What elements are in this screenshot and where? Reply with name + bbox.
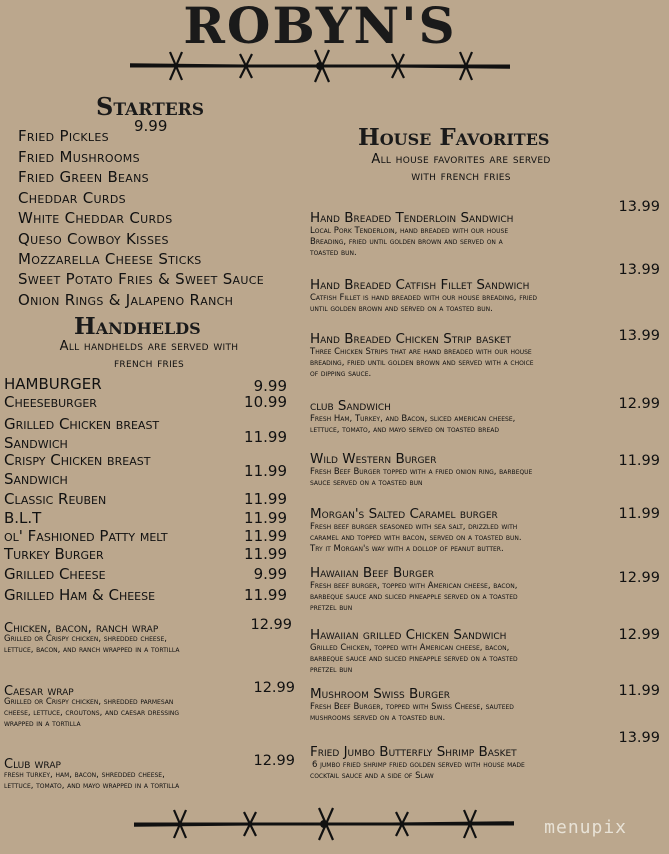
item-desc: Grilled or Crispy chicken, shredded parmesan	[4, 697, 174, 707]
item-name: Hand Breaded Tenderloin Sandwich	[310, 210, 514, 226]
starter-item: Queso Cowboy Kisses	[18, 230, 169, 248]
item-desc: Local Pork Tenderloin, hand breaded with our house	[310, 226, 509, 236]
item-desc: barbeque sauce and sliced pineapple served on a toasted	[310, 592, 518, 602]
item-price: 11.99	[618, 453, 660, 469]
item-desc: pretzel bun	[310, 665, 353, 675]
handheld-item	[4, 490, 287, 510]
handheld-item	[4, 545, 287, 565]
item-desc: Breading, fried until golden brown and served on a	[310, 237, 503, 247]
item-price: 11.99	[244, 490, 287, 508]
item-price: 11.99	[244, 527, 287, 545]
handheld-item	[4, 527, 287, 547]
house-item	[310, 328, 660, 380]
item-desc: fresh turkey, ham, bacon, shredded cheese,	[4, 770, 165, 780]
item-name: Grilled Cheese	[4, 565, 106, 583]
handhelds-subtitle	[20, 338, 278, 372]
item-name: Cheeseburger	[4, 393, 97, 411]
item-price: 11.99	[244, 545, 287, 563]
restaurant-title: ROBYN'S	[183, 0, 457, 55]
handheld-item	[4, 393, 287, 413]
starters-heading: Starters	[96, 92, 205, 121]
starter-item: Fried Mushrooms	[18, 148, 140, 166]
item-desc: Grilled or Crispy chicken, shredded cheese,	[4, 634, 167, 644]
item-name: Wild Western Burger	[310, 451, 437, 467]
item-desc: Grilled Chicken, topped with American cheese, bacon,	[310, 643, 510, 653]
item-name: Club wrap	[4, 757, 61, 772]
item-price: 10.99	[244, 393, 287, 411]
starter-item: White Cheddar Curds	[18, 209, 173, 227]
item-desc: cocktail sauce and a side of Slaw	[310, 771, 434, 781]
item-name: Mushroom Swiss Burger	[310, 686, 451, 702]
house-item	[310, 396, 660, 436]
starter-item: Onion Rings & Jalapeno Ranch	[18, 291, 234, 309]
house-item	[310, 683, 660, 724]
item-price: 12.99	[250, 617, 292, 633]
handheld-item	[4, 586, 287, 606]
item-desc: Fresh beef burger seasoned with sea salt, drizzled with	[310, 522, 518, 532]
item-desc: toasted bun.	[310, 248, 357, 258]
item-desc: Fresh Beef Burger, topped with Swiss Cheese, sauteed	[310, 702, 514, 712]
item-desc: Catfish Fillet is hand breaded with our house breading, fried	[310, 293, 538, 303]
item-desc: barbeque sauce and sliced pineapple served on a toasted	[310, 654, 518, 664]
item-name-line2: Sandwich	[4, 470, 68, 488]
item-name: Crispy Chicken breast	[4, 451, 151, 469]
house-favorites-heading: House Favorites	[358, 124, 550, 151]
item-price: 11.99	[244, 428, 287, 446]
house-item	[310, 627, 660, 676]
item-desc: caramel and topped with bacon, served on a toasted bun.	[310, 533, 522, 543]
item-price: 11.99	[244, 586, 287, 604]
handhelds-heading: Handhelds	[74, 313, 201, 340]
item-desc: Fresh beef burger, topped with American cheese, bacon,	[310, 581, 518, 591]
item-name: Hawaiian Beef Burger	[310, 565, 434, 581]
starter-item: Fried Pickles	[18, 127, 109, 145]
item-price: 12.99	[618, 627, 660, 643]
item-price: 13.99	[618, 199, 660, 215]
item-price: 11.99	[244, 462, 287, 480]
item-name: Fried Jumbo Butterfly Shrimp Basket	[310, 744, 517, 760]
item-price: 13.99	[618, 328, 660, 344]
item-name: Grilled Chicken breast	[4, 415, 160, 433]
item-name-line2: Sandwich	[4, 434, 68, 452]
item-name: Chicken, bacon, ranch wrap	[4, 621, 159, 636]
handheld-item	[4, 509, 287, 529]
item-name: club Sandwich	[310, 398, 391, 414]
item-desc: lettuce, tomato, and mayo wrapped in a tortilla	[4, 781, 180, 791]
house-item	[310, 565, 660, 614]
wrap-item	[4, 680, 294, 730]
starter-item: Mozzarella Cheese Sticks	[18, 250, 202, 268]
item-name: Caesar wrap	[4, 684, 74, 699]
item-price: 13.99	[618, 730, 660, 746]
item-name: Morgan's Salted Caramel burger	[310, 506, 498, 522]
handhelds-subtitle-line1: All handhelds are served with	[59, 339, 239, 354]
item-name: B.L.T	[4, 509, 42, 527]
house-item	[310, 451, 660, 489]
item-desc: until golden brown and served on a toasted bun.	[310, 304, 493, 314]
house-item	[310, 730, 660, 782]
handheld-item	[4, 451, 287, 489]
item-desc: of dipping sauce.	[310, 369, 372, 379]
item-desc: mushrooms served on a toasted bun.	[310, 713, 446, 723]
item-desc: wrapped in a tortilla	[4, 719, 81, 729]
item-desc: Three Chicken Strips that are hand breaded with our house	[310, 347, 532, 357]
item-price: 12.99	[253, 680, 295, 696]
starter-item: Sweet Potato Fries & Sweet Sauce	[18, 270, 264, 288]
item-price: 12.99	[618, 396, 660, 412]
house-item	[310, 262, 660, 315]
starter-item: Fried Green Beans	[18, 168, 149, 186]
item-price: 11.99	[244, 509, 287, 527]
barbed-wire-bottom	[134, 804, 514, 844]
item-desc: lettuce, bacon, and ranch wrapped in a tortilla	[4, 645, 180, 655]
item-price: 9.99	[253, 377, 287, 395]
wrap-item	[4, 617, 294, 656]
item-desc: breading, fried until golden brown and served with a choice	[310, 358, 534, 368]
item-price: 9.99	[253, 565, 287, 583]
house-favorites-subtitle	[320, 151, 602, 185]
item-price: 11.99	[618, 683, 660, 699]
barbed-wire-top	[130, 46, 510, 86]
starter-item: Cheddar Curds	[18, 189, 126, 207]
item-desc: cheese, lettuce, croutons, and caesar dressing	[4, 708, 179, 718]
item-price: 11.99	[618, 506, 660, 522]
item-desc: Fresh Ham, Turkey, and Bacon, sliced american cheese,	[310, 414, 516, 424]
house-item	[310, 199, 660, 259]
handheld-item	[4, 565, 287, 585]
item-name: Classic Reuben	[4, 490, 107, 508]
handheld-item	[4, 415, 287, 453]
handhelds-subtitle-line2: french fries	[113, 356, 185, 371]
item-desc: Try it Morgan's way with a dollop of peanut butter.	[310, 544, 504, 554]
item-desc: pretzel bun	[310, 603, 353, 613]
item-name: Turkey Burger	[4, 545, 104, 563]
item-desc: sauce served on a toasted bun	[310, 478, 423, 488]
house-subtitle-line2: with french fries	[411, 169, 511, 184]
item-price: 13.99	[618, 262, 660, 278]
handheld-item	[4, 375, 287, 395]
watermark: menupix	[544, 817, 627, 838]
item-desc: lettuce, tomato, and mayo served on toasted bread	[310, 425, 499, 435]
item-price: 12.99	[618, 570, 660, 586]
item-desc: 6 jumbo fried shrimp fried golden served with house made	[312, 760, 525, 770]
starters-price: 9.99	[134, 117, 168, 135]
wrap-item	[4, 753, 294, 792]
item-name: HAMBURGER	[4, 375, 102, 393]
item-name: Hawaiian grilled Chicken Sandwich	[310, 627, 507, 643]
item-name: Hand Breaded Chicken Strip basket	[310, 331, 512, 347]
item-name: Grilled Ham & Cheese	[4, 586, 156, 604]
item-price: 12.99	[253, 753, 295, 769]
house-item	[310, 506, 660, 555]
item-name: ol' Fashioned Patty melt	[4, 527, 168, 545]
item-desc: Fresh Beef Burger topped with a fried onion ring, barbeque	[310, 467, 533, 477]
item-name: Hand Breaded Catfish Fillet Sandwich	[310, 277, 530, 293]
house-subtitle-line1: All house favorites are served	[371, 152, 551, 167]
